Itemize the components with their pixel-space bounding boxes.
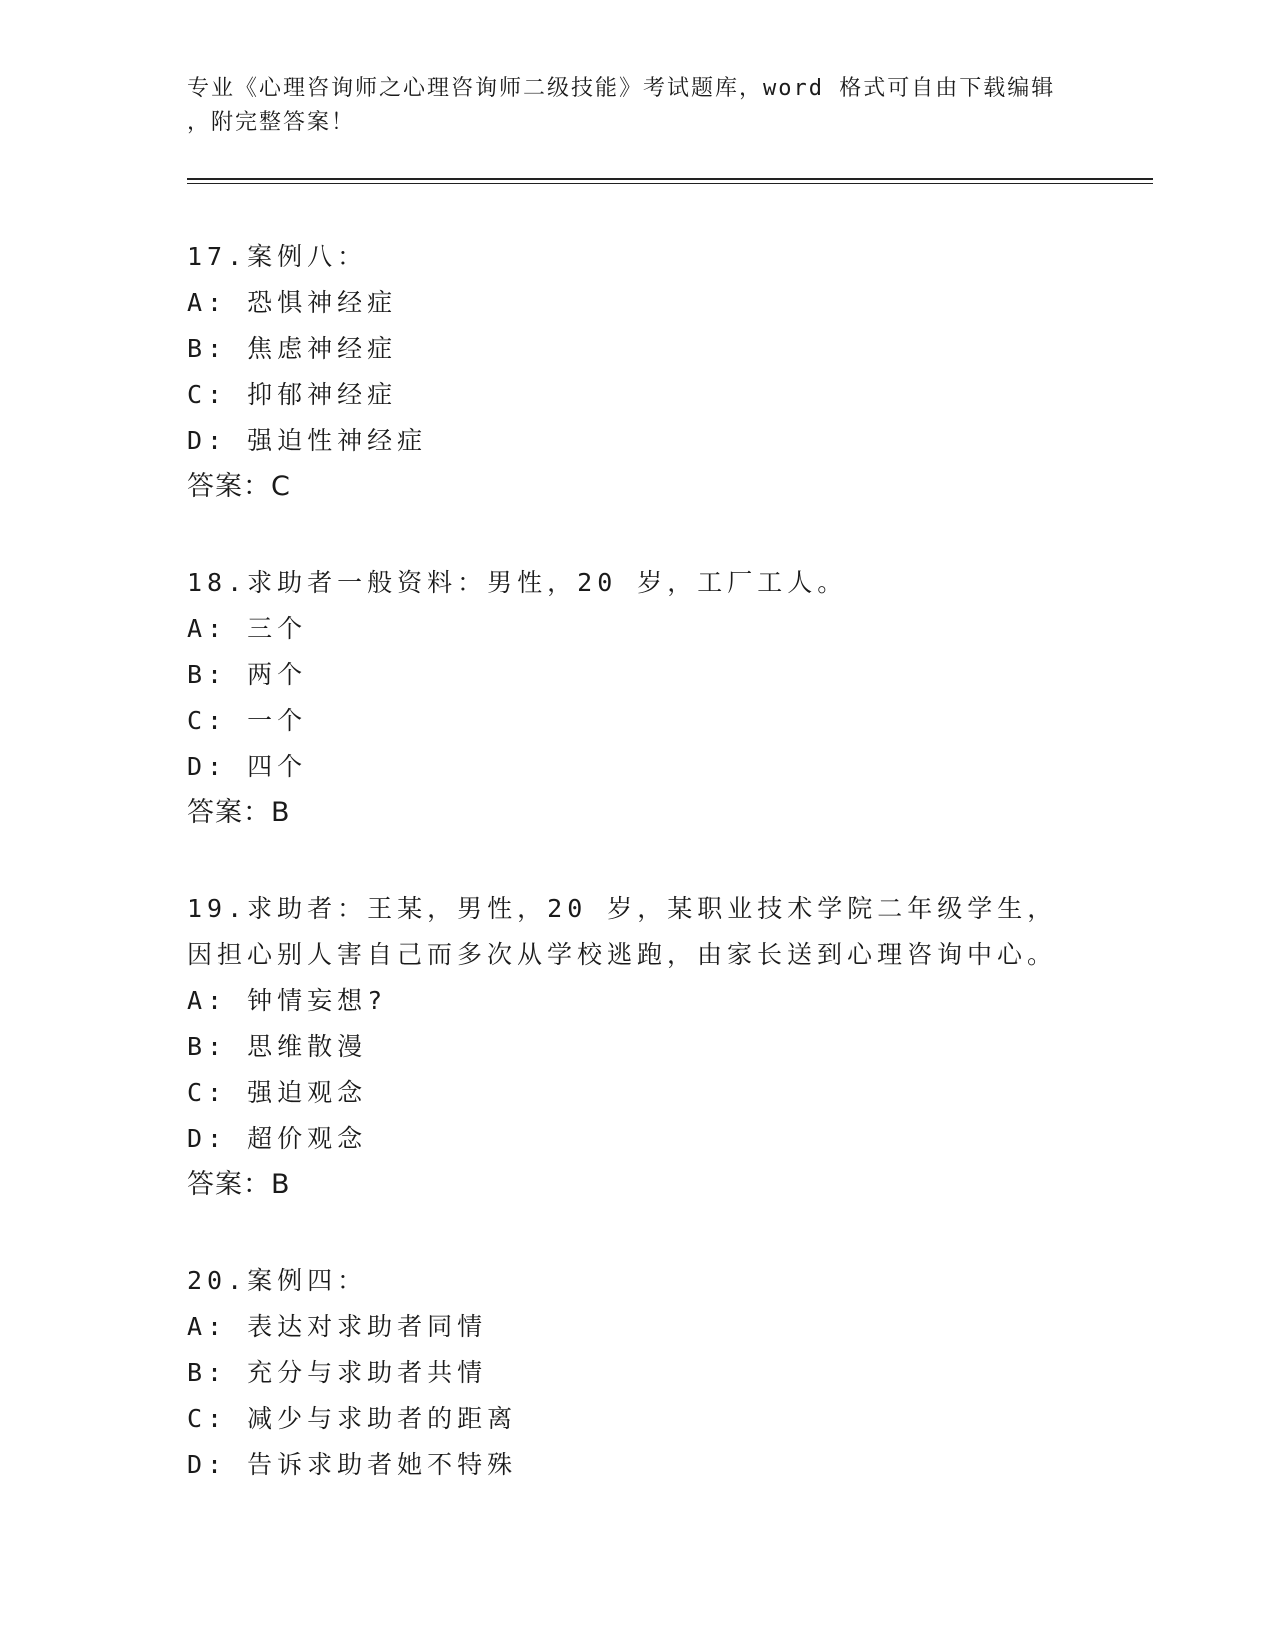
question-stem: 20.案例四： [187, 1266, 368, 1295]
option-a: A: 钟情妄想? [187, 986, 388, 1015]
option-b: B: 充分与求助者共情 [187, 1358, 488, 1387]
question-19 [187, 886, 1087, 1208]
option-d: D: 告诉求助者她不特殊 [187, 1450, 518, 1479]
option-a: A: 三个 [187, 614, 308, 643]
option-c: C: 一个 [187, 706, 308, 735]
question-18 [187, 560, 1087, 836]
option-c: C: 强迫观念 [187, 1078, 368, 1107]
answer-text: 答案：C [187, 471, 291, 502]
question-stem: 17.案例八： [187, 242, 368, 271]
header-divider-thin [187, 183, 1153, 184]
question-stem: 18.求助者一般资料：男性，20 岁，工厂工人。 [187, 568, 848, 597]
answer-text: 答案：B [187, 797, 291, 828]
answer-text: 答案：B [187, 1169, 291, 1200]
option-a: A: 表达对求助者同情 [187, 1312, 488, 1341]
option-b: B: 思维散漫 [187, 1032, 368, 1061]
option-b: B: 焦虑神经症 [187, 334, 398, 363]
option-d: D: 四个 [187, 752, 308, 781]
header-line-1: 专业《心理咨询师之心理咨询师二级技能》考试题库，word 格式可自由下载编辑 [187, 76, 1056, 101]
option-c: C: 减少与求助者的距离 [187, 1404, 518, 1433]
option-d: D: 强迫性神经症 [187, 426, 428, 455]
option-c: C: 抑郁神经症 [187, 380, 398, 409]
question-17 [187, 234, 1087, 510]
header-divider-thick [187, 178, 1153, 180]
question-list [187, 234, 1087, 1538]
header-line-2: ，附完整答案！ [187, 110, 356, 135]
option-b: B: 两个 [187, 660, 308, 689]
question-stem: 19.求助者：王某，男性，20 岁，某职业技术学院二年级学生，因担心别人害自己而多次从学校逃跑，由家长送到心理咨询中心。 [187, 894, 1058, 969]
question-20 [187, 1258, 1087, 1488]
document-header [187, 72, 1087, 140]
option-a: A: 恐惧神经症 [187, 288, 398, 317]
option-d: D: 超价观念 [187, 1124, 368, 1153]
